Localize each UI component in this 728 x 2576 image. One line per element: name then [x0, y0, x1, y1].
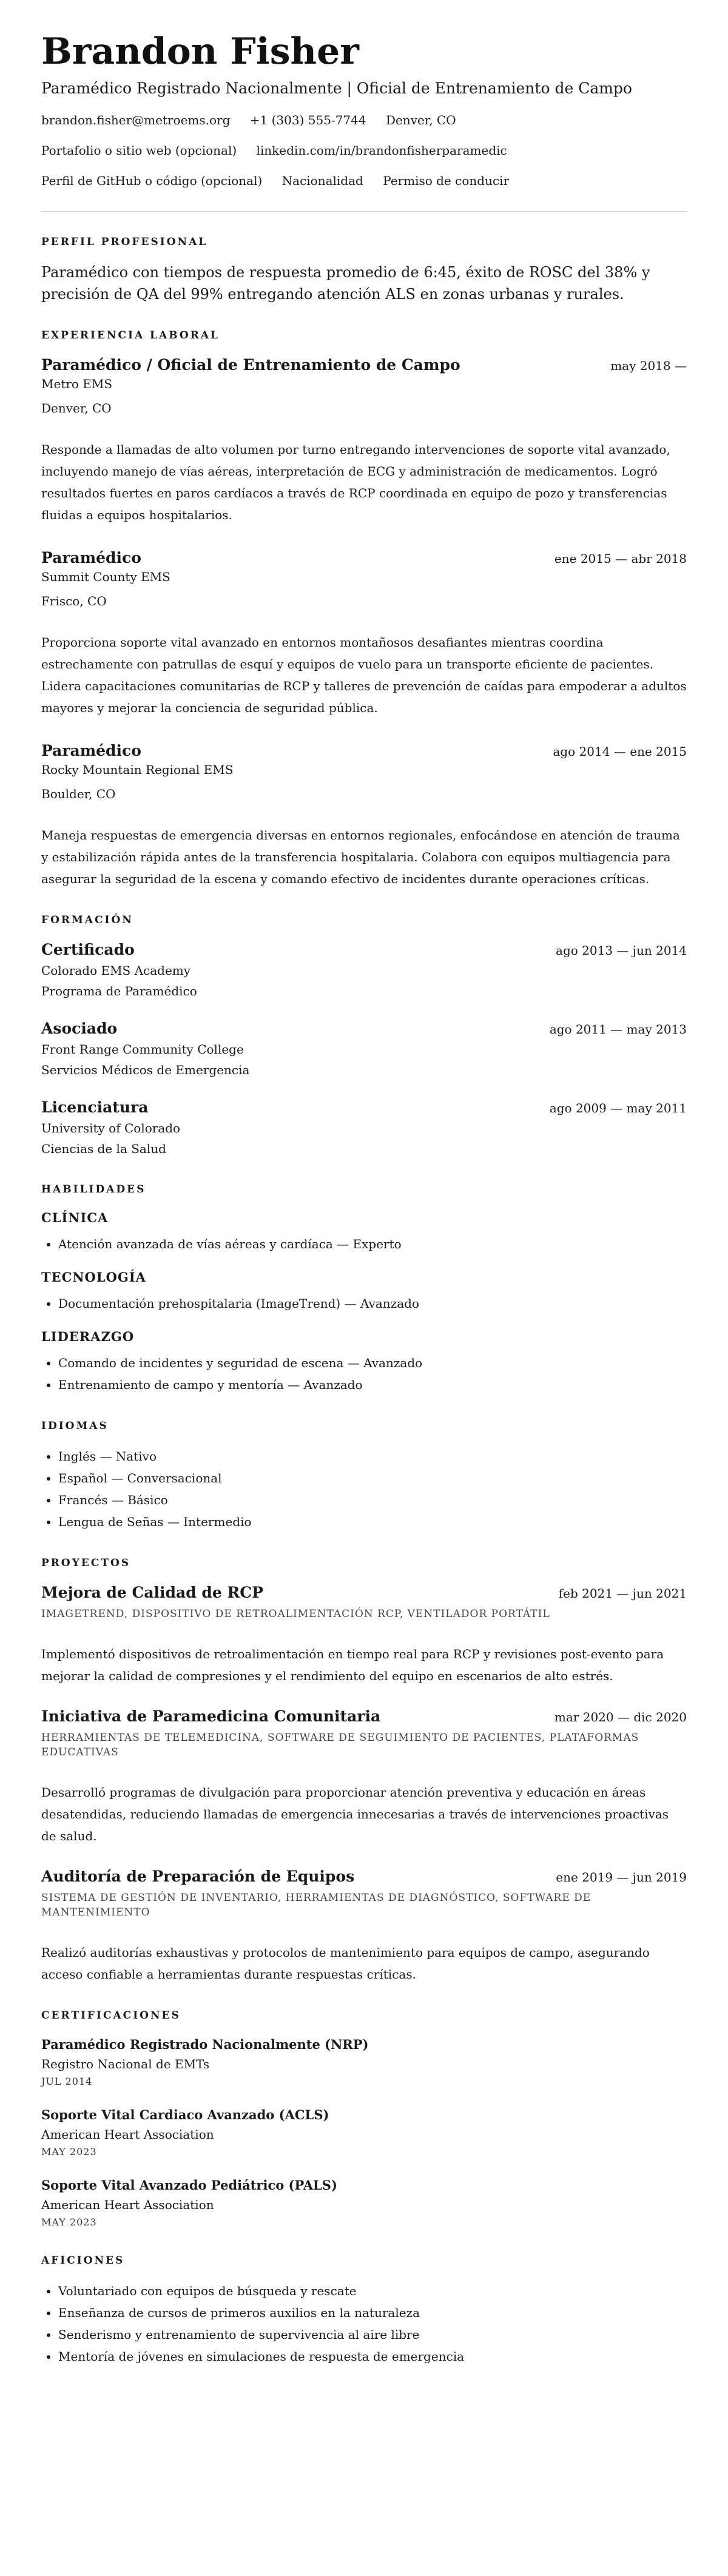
summary-title: PERFIL PROFESIONAL: [41, 236, 208, 248]
contact-phone[interactable]: +1 (303) 555-7744: [249, 113, 366, 127]
education-degree: Asociado: [41, 1020, 118, 1037]
job-role: Paramédico: [41, 742, 141, 759]
job-date: ago 2014 — ene 2015: [553, 744, 687, 759]
education-header: [41, 940, 687, 960]
education-field: Ciencias de la Salud: [41, 1142, 166, 1156]
education-header: [41, 1018, 687, 1039]
hobby-item: • Voluntariado con equipos de búsqueda y rescate: [58, 2280, 687, 2302]
certification-org: Registro Nacional de EMTs: [41, 2057, 210, 2071]
job-entry: [41, 355, 687, 526]
skill-list: [41, 1293, 687, 1314]
education-school: University of Colorado: [41, 1121, 181, 1135]
project-header: [41, 1706, 687, 1727]
skill-item: • Atención avanzada de vías aéreas y cardíaca — Experto: [58, 1233, 687, 1255]
education-entry: [41, 940, 687, 1001]
education-field: Servicios Médicos de Emergencia: [41, 1063, 250, 1077]
projects-title: PROYECTOS: [41, 1557, 131, 1569]
hobbies-section: [41, 2255, 687, 2367]
project-date: feb 2021 — jun 2021: [558, 1586, 687, 1601]
hobby-item: • Enseñanza de cursos de primeros auxilios en la naturaleza: [58, 2302, 687, 2324]
experience-section: [41, 329, 687, 890]
project-description: Realizó auditorías exhaustivas y protocolos de mantenimiento para equipos de campo, asegurando acceso confiable a herramientas durante respuestas críticas.: [41, 1945, 650, 1982]
project-tech: IMAGETREND, DISPOSITIVO DE RETROALIMENTACIÓN RCP, VENTILADOR PORTÁTIL: [41, 1608, 550, 1620]
contact-nationality: Nacionalidad: [281, 173, 363, 188]
certification-date: MAY 2023: [41, 2216, 97, 2228]
project-date: ene 2019 — jun 2019: [556, 1870, 687, 1885]
skill-item: • Comando de incidentes y seguridad de escena — Avanzado: [58, 1352, 687, 1374]
certification-date: MAY 2023: [41, 2146, 97, 2157]
contact-linkedin[interactable]: linkedin.com/in/brandonfisherparamedic: [256, 143, 507, 158]
project-entry: [41, 1582, 687, 1687]
skill-group-leadership: LIDERAZGO: [41, 1329, 135, 1344]
project-description: Desarrolló programas de divulgación para proporcionar atención preventiva y educación en áreas desatendidas, reduciendo llamadas de emergencia innecesarias a través de intervenciones proactivas de salud.: [41, 1785, 669, 1843]
certification-date: JUL 2014: [41, 2076, 93, 2087]
job-location: Frisco, CO: [41, 594, 107, 608]
contact-location: Denver, CO: [385, 113, 456, 127]
education-degree: Licenciatura: [41, 1098, 149, 1116]
education-school: Front Range Community College: [41, 1042, 244, 1057]
job-company: Summit County EMS: [41, 570, 170, 584]
job-company: Rocky Mountain Regional EMS: [41, 762, 234, 777]
project-header: [41, 1582, 687, 1603]
job-date: ene 2015 — abr 2018: [554, 551, 687, 566]
hobby-list: [41, 2280, 687, 2367]
certifications-section: [41, 2009, 687, 2230]
skill-list: [41, 1233, 687, 1255]
education-header: [41, 1097, 687, 1118]
hobbies-title: AFICIONES: [41, 2255, 125, 2267]
job-location: Denver, CO: [41, 401, 112, 415]
job-description: Maneja respuestas de emergencia diversas en entornos regionales, enfocándose en atención de trauma y estabilización rápida antes de la transferencia hospitalaria. Colabora con equipos multiagencia para asegurar la seguridad de la escena y comando efectivo de incidentes durante operaciones críticas.: [41, 828, 680, 886]
education-school: Colorado EMS Academy: [41, 963, 191, 978]
hobby-item: • Senderismo y entrenamiento de supervivencia al aire libre: [58, 2324, 687, 2346]
job-entry: [41, 741, 687, 890]
certification-entry: [41, 2035, 687, 2090]
job-date: may 2018 —: [610, 358, 687, 373]
experience-title: EXPERIENCIA LABORAL: [41, 329, 220, 341]
header-divider: [41, 211, 687, 212]
project-date: mar 2020 — dic 2020: [554, 1710, 687, 1724]
job-role: Paramédico: [41, 549, 141, 567]
candidate-name: Brandon Fisher: [41, 30, 359, 73]
education-date: ago 2009 — may 2011: [549, 1101, 687, 1115]
certification-name: Soporte Vital Cardiaco Avanzado (ACLS): [41, 2107, 329, 2122]
job-header: [41, 741, 687, 761]
contact-row-extra: [41, 172, 687, 189]
skill-list: [41, 1352, 687, 1396]
certification-entry: [41, 2176, 687, 2230]
education-degree: Certificado: [41, 941, 135, 958]
job-header: [41, 548, 687, 568]
project-name: Auditoría de Preparación de Equipos: [41, 1868, 355, 1885]
project-header: [41, 1866, 687, 1887]
languages-section: [41, 1420, 687, 1533]
hobby-item: • Mentoría de jóvenes en simulaciones de respuesta de emergencia: [58, 2346, 687, 2367]
contact-email[interactable]: brandon.fisher@metroems.org: [41, 113, 231, 127]
job-location: Boulder, CO: [41, 787, 116, 801]
language-item: • Español — Conversacional: [58, 1467, 687, 1489]
project-tech: HERRAMIENTAS DE TELEMEDICINA, SOFTWARE DE SEGUIMIENTO DE PACIENTES, PLATAFORMAS EDUCATIVAS: [41, 1732, 639, 1758]
certification-org: American Heart Association: [41, 2198, 214, 2212]
project-name: Iniciativa de Paramedicina Comunitaria: [41, 1707, 381, 1725]
language-item: • Francés — Básico: [58, 1489, 687, 1511]
certifications-title: CERTIFICACIONES: [41, 2009, 181, 2022]
skill-group-clinical: CLÍNICA: [41, 1210, 109, 1225]
resume-header: [41, 29, 687, 189]
projects-section: [41, 1557, 687, 1985]
language-item: • Inglés — Nativo: [58, 1445, 687, 1467]
summary-text: Paramédico con tiempos de respuesta promedio de 6:45, éxito de ROSC del 38% y precisión de QA del 99% entregando atención ALS en zonas urbanas y rurales.: [41, 264, 650, 303]
summary-section: [41, 236, 687, 305]
project-entry: [41, 1706, 687, 1847]
job-description: Proporciona soporte vital avanzado en entornos montañosos desafiantes mientras coordina estrechamente con patrullas de esquí y equipos de vuelo para un transporte eficiente de pacientes. Lidera capacitaciones comunitarias de RCP y talleres de prevención de caídas para empoderar a adultos mayores y mejorar la conciencia de seguridad pública.: [41, 635, 687, 715]
job-entry: [41, 548, 687, 719]
education-section: [41, 914, 687, 1159]
contact-portfolio[interactable]: Portafolio o sitio web (opcional): [41, 143, 237, 158]
languages-title: IDIOMAS: [41, 1420, 109, 1432]
skills-section: [41, 1183, 687, 1396]
certification-entry: [41, 2105, 687, 2160]
education-date: ago 2011 — may 2013: [549, 1022, 687, 1037]
certification-name: Soporte Vital Avanzado Pediátrico (PALS): [41, 2177, 337, 2193]
job-company: Metro EMS: [41, 377, 113, 391]
contact-row-links: [41, 142, 687, 159]
education-field: Programa de Paramédico: [41, 984, 197, 998]
project-entry: [41, 1866, 687, 1985]
skill-item: • Entrenamiento de campo y mentoría — Avanzado: [58, 1374, 687, 1396]
skills-title: HABILIDADES: [41, 1183, 146, 1196]
certification-org: American Heart Association: [41, 2127, 214, 2142]
contact-github[interactable]: Perfil de GitHub o código (opcional): [41, 173, 263, 188]
skill-item: • Documentación prehospitalaria (ImageTrend) — Avanzado: [58, 1293, 687, 1314]
job-role: Paramédico / Oficial de Entrenamiento de Campo: [41, 356, 460, 374]
education-title: FORMACIÓN: [41, 914, 133, 926]
language-item: • Lengua de Señas — Intermedio: [58, 1511, 687, 1533]
contact-row-primary: [41, 112, 687, 129]
language-list: [41, 1445, 687, 1533]
education-entry: [41, 1097, 687, 1159]
candidate-headline: Paramédico Registrado Nacionalmente | Oficial de Entrenamiento de Campo: [41, 79, 632, 97]
project-tech: SISTEMA DE GESTIÓN DE INVENTARIO, HERRAMIENTAS DE DIAGNÓSTICO, SOFTWARE DE MANTENIMIENTO: [41, 1892, 592, 1919]
education-date: ago 2013 — jun 2014: [556, 943, 687, 958]
project-name: Mejora de Calidad de RCP: [41, 1584, 263, 1601]
certification-name: Paramédico Registrado Nacionalmente (NRP): [41, 2037, 369, 2052]
contact-license: Permiso de conducir: [383, 173, 510, 188]
job-description: Responde a llamadas de alto volumen por turno entregando intervenciones de soporte vital avanzado, incluyendo manejo de vías aéreas, interpretación de ECG y administración de medicamentos. Logró resultados fuertes en paros cardíacos a través de RCP coordinada en equipo de pozo y transferencias fluidas a equipos hospitalarios.: [41, 442, 670, 522]
job-header: [41, 355, 687, 375]
project-description: Implementó dispositivos de retroalimentación en tiempo real para RCP y revisiones post-evento para mejorar la calidad de compresiones y el rendimiento del equipo en escenarios de alto estrés.: [41, 1647, 664, 1683]
skill-group-technology: TECNOLOGÍA: [41, 1270, 146, 1285]
education-entry: [41, 1018, 687, 1080]
